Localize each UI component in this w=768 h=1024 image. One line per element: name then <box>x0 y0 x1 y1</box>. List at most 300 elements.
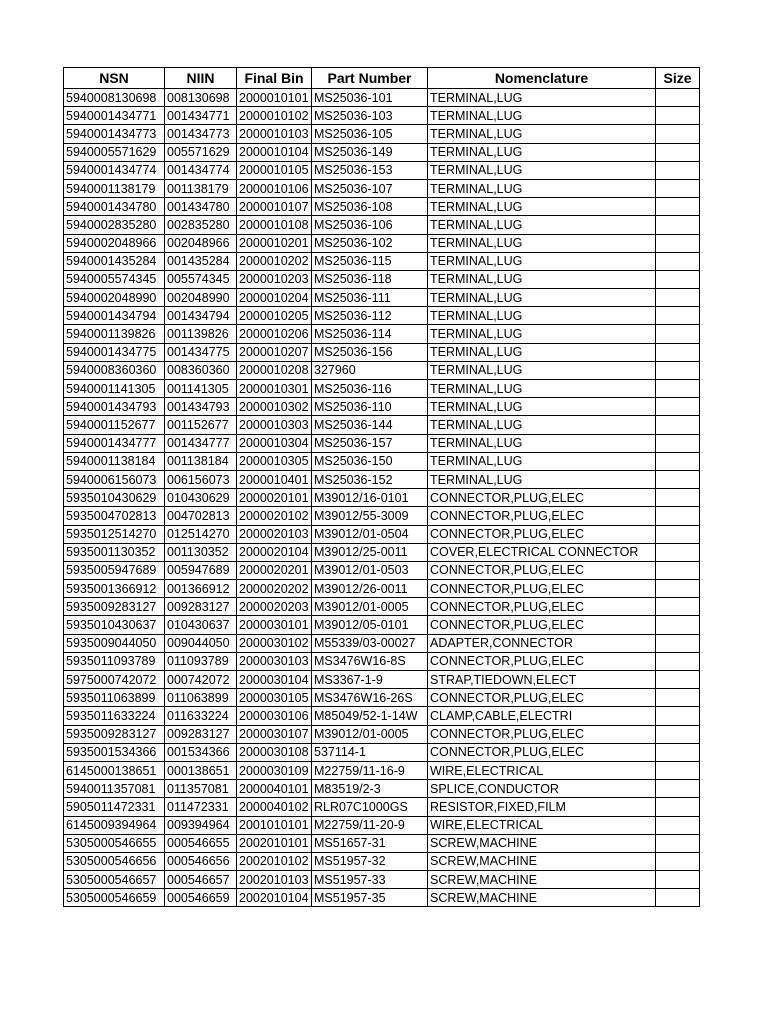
final-bin-cell: 2000010302 <box>237 398 312 416</box>
size-cell <box>656 216 700 234</box>
niin-cell: 001434780 <box>165 198 237 216</box>
final-bin-cell: 2000020202 <box>237 580 312 598</box>
nomenclature-cell: CONNECTOR,PLUG,ELEC <box>428 598 656 616</box>
nomenclature-cell: CONNECTOR,PLUG,ELEC <box>428 507 656 525</box>
size-cell <box>656 361 700 379</box>
part-number-cell: M22759/11-20-9 <box>312 816 428 834</box>
final-bin-cell: 2000030101 <box>237 616 312 634</box>
nsn-cell: 5935009044050 <box>64 634 165 652</box>
nsn-cell: 5940001139826 <box>64 325 165 343</box>
final-bin-cell: 2000010103 <box>237 125 312 143</box>
niin-cell: 001366912 <box>165 580 237 598</box>
final-bin-cell: 2000010204 <box>237 289 312 307</box>
part-number-cell: M39012/01-0503 <box>312 561 428 579</box>
nomenclature-cell: WIRE,ELECTRICAL <box>428 816 656 834</box>
nsn-cell: 5940001434773 <box>64 125 165 143</box>
final-bin-cell: 2000010205 <box>237 307 312 325</box>
nsn-cell: 5935001366912 <box>64 580 165 598</box>
nsn-cell: 6145000138651 <box>64 761 165 779</box>
part-number-cell: M55339/03-00027 <box>312 634 428 652</box>
nsn-cell: 5940001138179 <box>64 179 165 197</box>
part-number-cell: MS25036-115 <box>312 252 428 270</box>
niin-cell: 010430637 <box>165 616 237 634</box>
nomenclature-cell: CONNECTOR,PLUG,ELEC <box>428 525 656 543</box>
niin-cell: 001434773 <box>165 125 237 143</box>
nomenclature-cell: TERMINAL,LUG <box>428 380 656 398</box>
nomenclature-cell: SCREW,MACHINE <box>428 852 656 870</box>
inventory-sheet <box>63 67 700 907</box>
nsn-cell: 5935011633224 <box>64 707 165 725</box>
column-header-niin: NIIN <box>165 68 237 89</box>
table-row <box>64 652 700 670</box>
part-number-cell: M39012/26-0011 <box>312 580 428 598</box>
final-bin-cell: 2000030105 <box>237 689 312 707</box>
final-bin-cell: 2000010202 <box>237 252 312 270</box>
size-cell <box>656 561 700 579</box>
niin-cell: 010430629 <box>165 489 237 507</box>
final-bin-cell: 2000010201 <box>237 234 312 252</box>
size-cell <box>656 889 700 907</box>
nomenclature-cell: TERMINAL,LUG <box>428 470 656 488</box>
nsn-cell: 5940008360360 <box>64 361 165 379</box>
size-cell <box>656 398 700 416</box>
final-bin-cell: 2000020203 <box>237 598 312 616</box>
nomenclature-cell: TERMINAL,LUG <box>428 216 656 234</box>
table-row <box>64 489 700 507</box>
part-number-cell: MS25036-107 <box>312 179 428 197</box>
niin-cell: 009044050 <box>165 634 237 652</box>
part-number-cell: MS51957-33 <box>312 871 428 889</box>
niin-cell: 011093789 <box>165 652 237 670</box>
nsn-cell: 5935001130352 <box>64 543 165 561</box>
niin-cell: 002048990 <box>165 289 237 307</box>
niin-cell: 001434774 <box>165 161 237 179</box>
nomenclature-cell: TERMINAL,LUG <box>428 198 656 216</box>
final-bin-cell: 2000020101 <box>237 489 312 507</box>
niin-cell: 001434777 <box>165 434 237 452</box>
table-row <box>64 89 700 107</box>
nsn-cell: 5940002048990 <box>64 289 165 307</box>
part-number-cell: MS25036-150 <box>312 452 428 470</box>
part-number-cell: M22759/11-16-9 <box>312 761 428 779</box>
final-bin-cell: 2000040101 <box>237 780 312 798</box>
column-header-part-number: Part Number <box>312 68 428 89</box>
niin-cell: 008360360 <box>165 361 237 379</box>
nomenclature-cell: TERMINAL,LUG <box>428 125 656 143</box>
table-body <box>64 89 700 907</box>
nomenclature-cell: SPLICE,CONDUCTOR <box>428 780 656 798</box>
table-row <box>64 398 700 416</box>
final-bin-cell: 2000010105 <box>237 161 312 179</box>
nomenclature-cell: TERMINAL,LUG <box>428 107 656 125</box>
final-bin-cell: 2000010303 <box>237 416 312 434</box>
nomenclature-cell: TERMINAL,LUG <box>428 89 656 107</box>
column-header-nomenclature: Nomenclature <box>428 68 656 89</box>
final-bin-cell: 2000010107 <box>237 198 312 216</box>
niin-cell: 000138651 <box>165 761 237 779</box>
nsn-cell: 5305000546657 <box>64 871 165 889</box>
niin-cell: 009394964 <box>165 816 237 834</box>
final-bin-cell: 2000010206 <box>237 325 312 343</box>
niin-cell: 001138184 <box>165 452 237 470</box>
table-row <box>64 671 700 689</box>
final-bin-cell: 2000020102 <box>237 507 312 525</box>
nomenclature-cell: CONNECTOR,PLUG,ELEC <box>428 652 656 670</box>
final-bin-cell: 2000030109 <box>237 761 312 779</box>
niin-cell: 001534366 <box>165 743 237 761</box>
table-row <box>64 525 700 543</box>
niin-cell: 005947689 <box>165 561 237 579</box>
table-row <box>64 707 700 725</box>
part-number-cell: MS51657-31 <box>312 834 428 852</box>
nomenclature-cell: TERMINAL,LUG <box>428 252 656 270</box>
size-cell <box>656 252 700 270</box>
final-bin-cell: 2000010207 <box>237 343 312 361</box>
nomenclature-cell: TERMINAL,LUG <box>428 398 656 416</box>
nsn-cell: 5935011093789 <box>64 652 165 670</box>
nsn-cell: 5940002048966 <box>64 234 165 252</box>
nomenclature-cell: CONNECTOR,PLUG,ELEC <box>428 616 656 634</box>
size-cell <box>656 834 700 852</box>
size-cell <box>656 798 700 816</box>
size-cell <box>656 707 700 725</box>
part-number-cell: MS25036-110 <box>312 398 428 416</box>
part-number-cell: MS25036-106 <box>312 216 428 234</box>
final-bin-cell: 2002010104 <box>237 889 312 907</box>
table-row <box>64 780 700 798</box>
table-row <box>64 543 700 561</box>
nomenclature-cell: TERMINAL,LUG <box>428 289 656 307</box>
part-number-cell: MS25036-111 <box>312 289 428 307</box>
part-number-cell: MS25036-118 <box>312 270 428 288</box>
niin-cell: 002835280 <box>165 216 237 234</box>
table-row <box>64 198 700 216</box>
nomenclature-cell: TERMINAL,LUG <box>428 143 656 161</box>
niin-cell: 001434775 <box>165 343 237 361</box>
final-bin-cell: 2000030103 <box>237 652 312 670</box>
size-cell <box>656 198 700 216</box>
nsn-cell: 5940005571629 <box>64 143 165 161</box>
final-bin-cell: 2000010301 <box>237 380 312 398</box>
final-bin-cell: 2000010108 <box>237 216 312 234</box>
part-number-cell: MS25036-157 <box>312 434 428 452</box>
part-number-cell: M85049/52-1-14W <box>312 707 428 725</box>
size-cell <box>656 634 700 652</box>
table-row <box>64 270 700 288</box>
size-cell <box>656 452 700 470</box>
niin-cell: 011472331 <box>165 798 237 816</box>
niin-cell: 012514270 <box>165 525 237 543</box>
niin-cell: 009283127 <box>165 598 237 616</box>
nsn-cell: 5305000546656 <box>64 852 165 870</box>
header-row <box>64 68 700 89</box>
size-cell <box>656 161 700 179</box>
size-cell <box>656 416 700 434</box>
table-row <box>64 634 700 652</box>
niin-cell: 001141305 <box>165 380 237 398</box>
table-row <box>64 798 700 816</box>
size-cell <box>656 871 700 889</box>
nomenclature-cell: TERMINAL,LUG <box>428 452 656 470</box>
part-number-cell: MS51957-32 <box>312 852 428 870</box>
table-row <box>64 143 700 161</box>
final-bin-cell: 2000030104 <box>237 671 312 689</box>
nomenclature-cell: WIRE,ELECTRICAL <box>428 761 656 779</box>
niin-cell: 001138179 <box>165 179 237 197</box>
nsn-cell: 5940001434777 <box>64 434 165 452</box>
nomenclature-cell: TERMINAL,LUG <box>428 325 656 343</box>
nsn-cell: 5940001434793 <box>64 398 165 416</box>
niin-cell: 011357081 <box>165 780 237 798</box>
niin-cell: 001139826 <box>165 325 237 343</box>
part-number-cell: MS51957-35 <box>312 889 428 907</box>
size-cell <box>656 270 700 288</box>
table-row <box>64 725 700 743</box>
part-number-cell: MS25036-153 <box>312 161 428 179</box>
table-row <box>64 470 700 488</box>
nomenclature-cell: TERMINAL,LUG <box>428 161 656 179</box>
table-row <box>64 616 700 634</box>
nsn-cell: 5940002835280 <box>64 216 165 234</box>
niin-cell: 011633224 <box>165 707 237 725</box>
size-cell <box>656 125 700 143</box>
nsn-cell: 5935009283127 <box>64 598 165 616</box>
table-row <box>64 743 700 761</box>
niin-cell: 006156073 <box>165 470 237 488</box>
final-bin-cell: 2000010106 <box>237 179 312 197</box>
nomenclature-cell: TERMINAL,LUG <box>428 343 656 361</box>
inventory-table <box>63 67 700 907</box>
niin-cell: 004702813 <box>165 507 237 525</box>
part-number-cell: MS25036-116 <box>312 380 428 398</box>
nsn-cell: 5305000546659 <box>64 889 165 907</box>
size-cell <box>656 489 700 507</box>
size-cell <box>656 289 700 307</box>
nomenclature-cell: STRAP,TIEDOWN,ELECT <box>428 671 656 689</box>
size-cell <box>656 343 700 361</box>
nomenclature-cell: TERMINAL,LUG <box>428 307 656 325</box>
niin-cell: 000546656 <box>165 852 237 870</box>
nomenclature-cell: ADAPTER,CONNECTOR <box>428 634 656 652</box>
part-number-cell: 537114-1 <box>312 743 428 761</box>
nomenclature-cell: TERMINAL,LUG <box>428 179 656 197</box>
table-row <box>64 307 700 325</box>
nsn-cell: 6145009394964 <box>64 816 165 834</box>
final-bin-cell: 2000020201 <box>237 561 312 579</box>
niin-cell: 005571629 <box>165 143 237 161</box>
niin-cell: 000546655 <box>165 834 237 852</box>
part-number-cell: M39012/01-0005 <box>312 598 428 616</box>
nsn-cell: 5935010430629 <box>64 489 165 507</box>
size-cell <box>656 598 700 616</box>
part-number-cell: MS25036-152 <box>312 470 428 488</box>
niin-cell: 000546659 <box>165 889 237 907</box>
nsn-cell: 5940001141305 <box>64 380 165 398</box>
nsn-cell: 5940011357081 <box>64 780 165 798</box>
final-bin-cell: 2000010101 <box>237 89 312 107</box>
part-number-cell: MS25036-102 <box>312 234 428 252</box>
niin-cell: 001435284 <box>165 252 237 270</box>
column-header-size: Size <box>656 68 700 89</box>
table-row <box>64 252 700 270</box>
size-cell <box>656 543 700 561</box>
table-row <box>64 380 700 398</box>
table-row <box>64 125 700 143</box>
niin-cell: 008130698 <box>165 89 237 107</box>
niin-cell: 001434794 <box>165 307 237 325</box>
nsn-cell: 5940006156073 <box>64 470 165 488</box>
table-row <box>64 580 700 598</box>
nsn-cell: 5940001435284 <box>64 252 165 270</box>
nomenclature-cell: CONNECTOR,PLUG,ELEC <box>428 689 656 707</box>
nomenclature-cell: TERMINAL,LUG <box>428 434 656 452</box>
nsn-cell: 5935010430637 <box>64 616 165 634</box>
nomenclature-cell: SCREW,MACHINE <box>428 889 656 907</box>
nsn-cell: 5935005947689 <box>64 561 165 579</box>
part-number-cell: M83519/2-3 <box>312 780 428 798</box>
part-number-cell: MS3367-1-9 <box>312 671 428 689</box>
table-row <box>64 216 700 234</box>
nomenclature-cell: CONNECTOR,PLUG,ELEC <box>428 489 656 507</box>
part-number-cell: MS3476W16-8S <box>312 652 428 670</box>
size-cell <box>656 689 700 707</box>
final-bin-cell: 2000020103 <box>237 525 312 543</box>
size-cell <box>656 234 700 252</box>
size-cell <box>656 325 700 343</box>
table-row <box>64 852 700 870</box>
table-row <box>64 871 700 889</box>
size-cell <box>656 743 700 761</box>
table-row <box>64 179 700 197</box>
niin-cell: 001152677 <box>165 416 237 434</box>
size-cell <box>656 671 700 689</box>
nomenclature-cell: CONNECTOR,PLUG,ELEC <box>428 743 656 761</box>
part-number-cell: MS25036-108 <box>312 198 428 216</box>
nomenclature-cell: SCREW,MACHINE <box>428 834 656 852</box>
final-bin-cell: 2000010304 <box>237 434 312 452</box>
table-row <box>64 507 700 525</box>
final-bin-cell: 2000010104 <box>237 143 312 161</box>
size-cell <box>656 107 700 125</box>
nsn-cell: 5935001534366 <box>64 743 165 761</box>
column-header-final-bin: Final Bin <box>237 68 312 89</box>
nomenclature-cell: TERMINAL,LUG <box>428 361 656 379</box>
table-row <box>64 561 700 579</box>
nsn-cell: 5940001434771 <box>64 107 165 125</box>
nsn-cell: 5940008130698 <box>64 89 165 107</box>
size-cell <box>656 143 700 161</box>
niin-cell: 005574345 <box>165 270 237 288</box>
size-cell <box>656 380 700 398</box>
part-number-cell: M39012/25-0011 <box>312 543 428 561</box>
table-row <box>64 161 700 179</box>
nsn-cell: 5940001152677 <box>64 416 165 434</box>
nsn-cell: 5940001434774 <box>64 161 165 179</box>
table-row <box>64 889 700 907</box>
final-bin-cell: 2000010208 <box>237 361 312 379</box>
final-bin-cell: 2001010101 <box>237 816 312 834</box>
part-number-cell: MS25036-144 <box>312 416 428 434</box>
final-bin-cell: 2000010305 <box>237 452 312 470</box>
table-row <box>64 325 700 343</box>
final-bin-cell: 2002010101 <box>237 834 312 852</box>
size-cell <box>656 470 700 488</box>
nsn-cell: 5935009283127 <box>64 725 165 743</box>
table-row <box>64 761 700 779</box>
table-row <box>64 452 700 470</box>
nsn-cell: 5940001434780 <box>64 198 165 216</box>
part-number-cell: MS25036-103 <box>312 107 428 125</box>
niin-cell: 000546657 <box>165 871 237 889</box>
table-row <box>64 434 700 452</box>
final-bin-cell: 2002010102 <box>237 852 312 870</box>
table-row <box>64 834 700 852</box>
nomenclature-cell: TERMINAL,LUG <box>428 416 656 434</box>
size-cell <box>656 761 700 779</box>
size-cell <box>656 616 700 634</box>
final-bin-cell: 2000030108 <box>237 743 312 761</box>
niin-cell: 000742072 <box>165 671 237 689</box>
final-bin-cell: 2000010102 <box>237 107 312 125</box>
table-row <box>64 107 700 125</box>
nsn-cell: 5935004702813 <box>64 507 165 525</box>
nsn-cell: 5940005574345 <box>64 270 165 288</box>
final-bin-cell: 2000040102 <box>237 798 312 816</box>
size-cell <box>656 179 700 197</box>
size-cell <box>656 307 700 325</box>
niin-cell: 009283127 <box>165 725 237 743</box>
part-number-cell: M39012/01-0005 <box>312 725 428 743</box>
part-number-cell: MS25036-112 <box>312 307 428 325</box>
nomenclature-cell: CONNECTOR,PLUG,ELEC <box>428 580 656 598</box>
table-row <box>64 289 700 307</box>
part-number-cell: RLR07C1000GS <box>312 798 428 816</box>
part-number-cell: 327960 <box>312 361 428 379</box>
size-cell <box>656 434 700 452</box>
nsn-cell: 5935012514270 <box>64 525 165 543</box>
niin-cell: 002048966 <box>165 234 237 252</box>
nsn-cell: 5940001434775 <box>64 343 165 361</box>
table-row <box>64 361 700 379</box>
nomenclature-cell: TERMINAL,LUG <box>428 234 656 252</box>
final-bin-cell: 2002010103 <box>237 871 312 889</box>
nomenclature-cell: RESISTOR,FIXED,FILM <box>428 798 656 816</box>
part-number-cell: MS25036-156 <box>312 343 428 361</box>
niin-cell: 001434771 <box>165 107 237 125</box>
final-bin-cell: 2000020104 <box>237 543 312 561</box>
size-cell <box>656 780 700 798</box>
niin-cell: 001130352 <box>165 543 237 561</box>
size-cell <box>656 852 700 870</box>
final-bin-cell: 2000010401 <box>237 470 312 488</box>
part-number-cell: M39012/55-3009 <box>312 507 428 525</box>
size-cell <box>656 816 700 834</box>
part-number-cell: MS25036-114 <box>312 325 428 343</box>
part-number-cell: MS25036-101 <box>312 89 428 107</box>
nomenclature-cell: SCREW,MACHINE <box>428 871 656 889</box>
table-row <box>64 689 700 707</box>
part-number-cell: MS3476W16-26S <box>312 689 428 707</box>
final-bin-cell: 2000030107 <box>237 725 312 743</box>
part-number-cell: MS25036-149 <box>312 143 428 161</box>
final-bin-cell: 2000010203 <box>237 270 312 288</box>
nsn-cell: 5935011063899 <box>64 689 165 707</box>
nsn-cell: 5905011472331 <box>64 798 165 816</box>
nsn-cell: 5940001138184 <box>64 452 165 470</box>
nsn-cell: 5305000546655 <box>64 834 165 852</box>
size-cell <box>656 525 700 543</box>
size-cell <box>656 652 700 670</box>
